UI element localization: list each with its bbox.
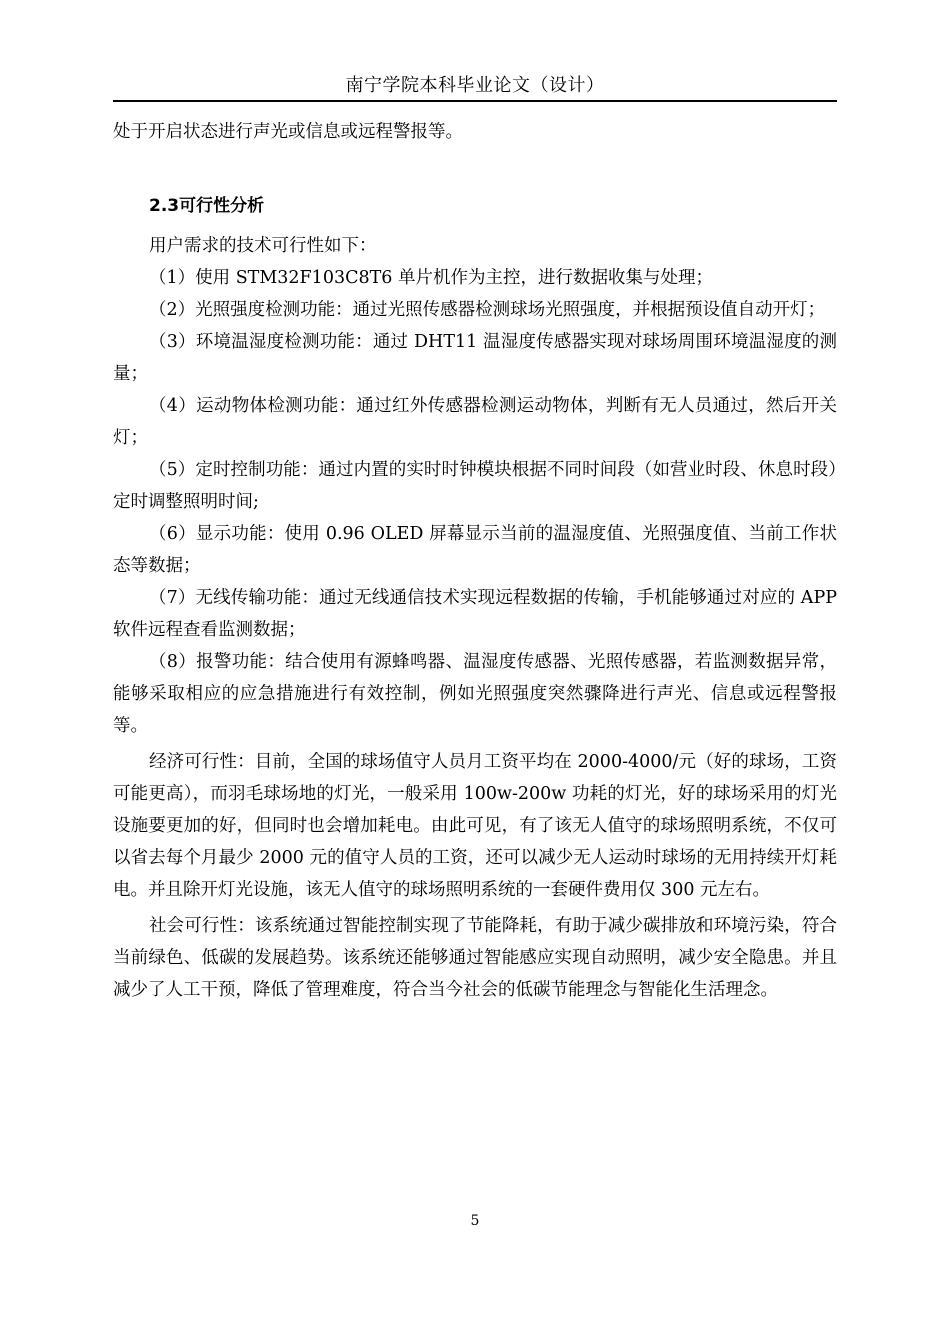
running-header-title: 南宁学院本科毕业论文（设计） — [345, 75, 605, 96]
economic-feasibility-paragraph: 经济可行性：目前，全国的球场值守人员月工资平均在 2000-4000/元（好的球场，工资可能更高），而羽毛球场地的灯光，一般采用 100w-200w 功耗的灯光，好的球场采用的灯光设施要更加的好，但同时也会增加耗电。由此可见，有了该无人值守的球场照明系统，不仅可以省去每个月最少 2000 元的值守人员的工资，还可以减少无人运动时球场的无用持续开灯耗电。并且除开灯光设施，该无人值守的球场照明系统的一套硬件费用仅 300 元左右。 — [113, 752, 837, 900]
requirements-intro: 用户需求的技术可行性如下： — [149, 236, 377, 256]
requirement-item-1: （1）使用 STM32F103C8T6 单片机作为主控，进行数据收集与处理； — [149, 268, 713, 288]
body-text — [113, 116, 837, 1006]
social-feasibility-paragraph: 社会可行性：该系统通过智能控制实现了节能降耗，有助于减少碳排放和环境污染，符合当前绿色、低碳的发展趋势。该系统还能够通过智能感应实现自动照明，减少安全隐患。并且减少了人工干预，降低了管理难度，符合当今社会的低碳节能理念与智能化生活理念。 — [113, 916, 837, 1000]
continued-paragraph: 处于开启状态进行声光或信息或远程警报等。 — [113, 122, 463, 142]
requirement-item-7: （7）无线传输功能：通过无线通信技术实现远程数据的传输，手机能够通过对应的 APP 软件远程查看监测数据； — [113, 588, 837, 640]
header-divider — [113, 100, 837, 102]
requirement-item-4: （4）运动物体检测功能：通过红外传感器检测运动物体，判断有无人员通过，然后开关灯； — [113, 396, 837, 448]
section-heading: 2.3可行性分析 — [149, 196, 265, 216]
requirement-item-3: （3）环境温湿度检测功能：通过 DHT11 温湿度传感器实现对球场周围环境温湿度的测量； — [113, 332, 837, 384]
requirement-item-8: （8）报警功能：结合使用有源蜂鸣器、温湿度传感器、光照传感器，若监测数据异常，能够采取相应的应急措施进行有效控制，例如光照强度突然骤降进行声光、信息或远程警报等。 — [113, 652, 837, 736]
page-number: 5 — [470, 1213, 480, 1229]
requirement-item-6: （6）显示功能：使用 0.96 OLED 屏幕显示当前的温湿度值、光照强度值、当前工作状态等数据； — [113, 524, 837, 576]
requirement-item-5: （5）定时控制功能：通过内置的实时时钟模块根据不同时间段（如营业时段、休息时段）定时调整照明时间; — [113, 460, 837, 512]
requirement-item-2: （2）光照强度检测功能：通过光照传感器检测球场光照强度，并根据预设值自动开灯； — [149, 300, 826, 320]
